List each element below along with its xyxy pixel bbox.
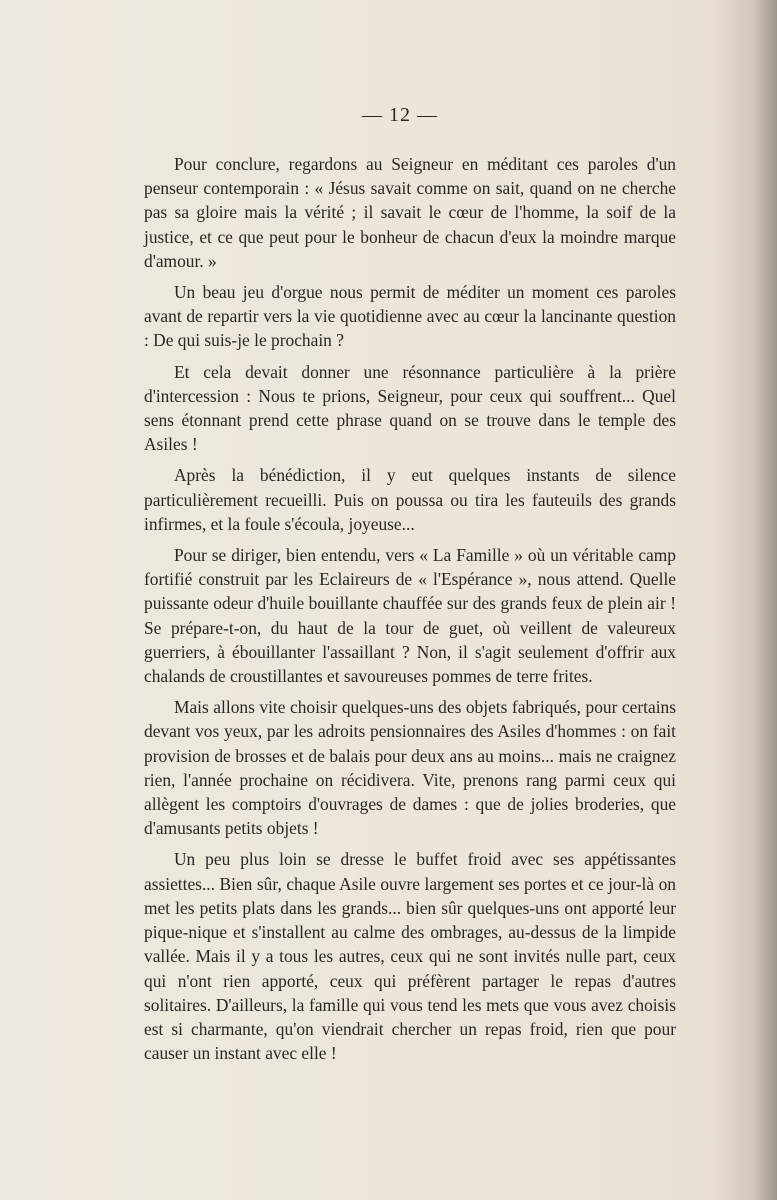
paragraph: Un beau jeu d'orgue nous permit de méditer un moment ces paroles avant de repartir vers la vie quotidienne avec au cœur la lancinante question : De qui suis-je le prochain ? (144, 282, 676, 351)
body-text (144, 152, 676, 1065)
page-number: — 12 — (362, 104, 438, 126)
paragraph: Pour se diriger, bien entendu, vers « La Famille » où un véritable camp fortifié construit par les Eclaireurs de « l'Espérance », nous attend. Quelle puissante odeur d'huile bouillante chauffée sur des grands feux de plein air ! Se prépare-t-on, du haut de la tour de guet, où veillent de valeureux guerriers, à ébouillanter l'assaillant ? Non, il s'agit seulement d'offrir aux chalands de croustillantes et savoureuses pommes de terre frites. (144, 545, 676, 687)
paragraph: Après la bénédiction, il y eut quelques instants de silence particulièrement recueilli. Puis on poussa ou tira les fauteuils des grands infirmes, et la foule s'écoula, joyeuse... (144, 465, 676, 534)
paragraph: Et cela devait donner une résonnance particulière à la prière d'intercession : Nous te prions, Seigneur, pour ceux qui souffrent... Quel sens étonnant prend cette phrase quand on se trouve dans le temple des Asiles ! (144, 361, 676, 455)
paragraph: Pour conclure, regardons au Seigneur en méditant ces paroles d'un penseur contemporain : « Jésus savait comme on sait, quand on ne cherche pas sa gloire mais la vérité ; il savait le cœur de l'homme, la soif de la justice, et ce que peut pour le bonheur de chacun d'eux la moindre marque d'amour. » (144, 154, 676, 271)
paragraph: Un peu plus loin se dresse le buffet froid avec ses appétissantes assiettes... Bien sûr, chaque Asile ouvre largement ses portes et ce jour-là on met les petits plats dans les grands... bien sûr quelques-uns ont apporté leur pique-nique et s'installent au calme des ombrages, au-dessus de la limpide vallée. Mais il y a tous les autres, ceux qui ne sont invités nulle part, ceux qui n'ont rien apporté, ceux qui préfèrent partager le repas d'autres solitaires. D'ailleurs, la famille qui vous tend les mets que vous avez choisis est si charmante, qu'on viendrait chercher un repas froid, rien que pour causer un instant avec elle ! (144, 849, 676, 1064)
paragraph: Mais allons vite choisir quelques-uns des objets fabriqués, pour certains devant vos yeux, par les adroits pensionnaires des Asiles d'hommes : on fait provision de brosses et de balais pour deux ans au moins... mais ne craignez rien, l'année prochaine on récidivera. Vite, prenons rang parmi ceux qui allègent les comptoirs d'ouvrages de dames : que de jolies broderies, que d'amusants petits objets ! (144, 697, 676, 839)
